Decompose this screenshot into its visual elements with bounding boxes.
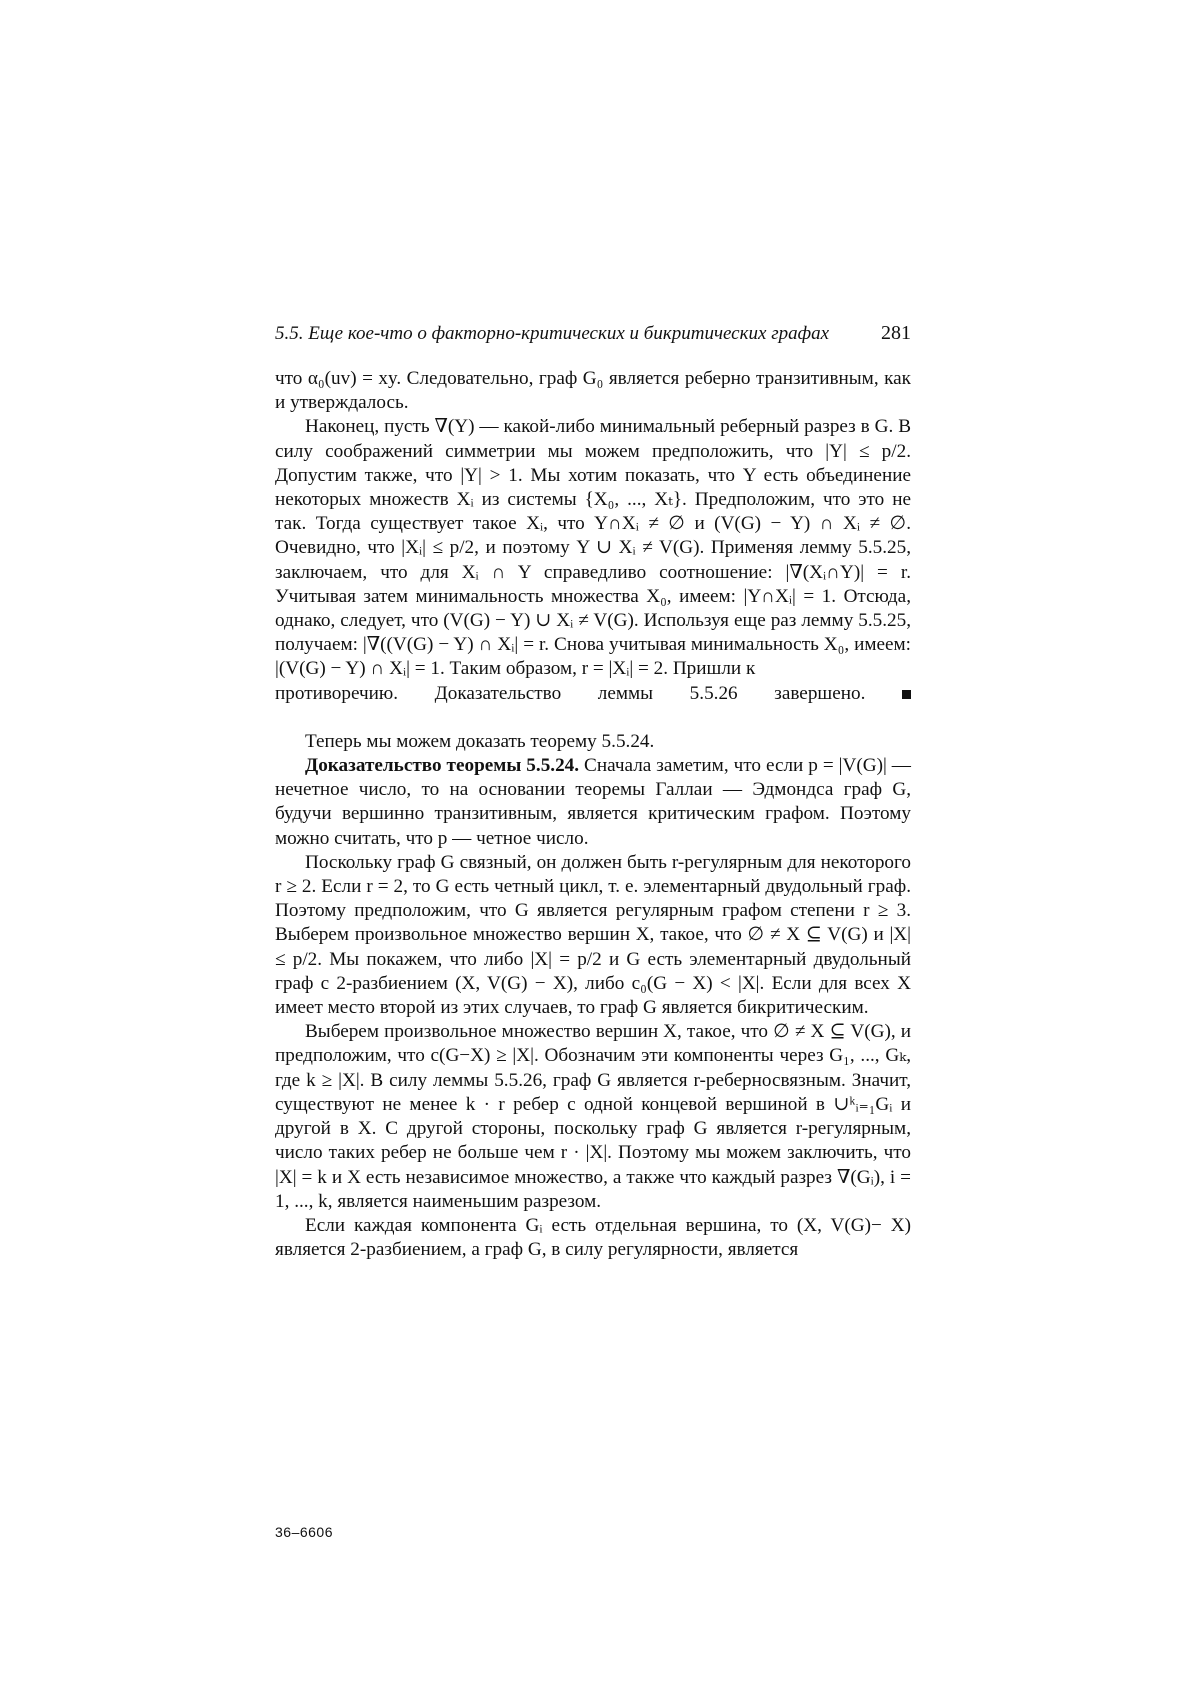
paragraph-7: Если каждая компонента Gᵢ есть отдельная вершина, то (X, V(G)− X) является 2-разбиением, а граф G, в силу регулярности, является <box>275 1214 911 1261</box>
end-of-proof-icon <box>902 690 911 699</box>
paragraph-4 <box>275 754 911 851</box>
running-title: 5.5. Еще кое-что о факторно-критических и бикритических графах <box>275 323 830 344</box>
paragraph-1: что α₀(uv) = xy. Следовательно, граф G₀ является реберно транзитивным, как и утверждалось. <box>275 368 911 414</box>
paragraph-3: Теперь мы можем доказать теорему 5.5.24. <box>305 730 655 752</box>
running-header <box>275 322 911 345</box>
paragraph-2-last-line <box>275 682 911 706</box>
proof-heading: Доказательство теоремы 5.5.24. <box>305 755 580 777</box>
paragraph-6: Выберем произвольное множество вершин X, такое, что ∅ ≠ X ⊆ V(G), и предположим, что c(G−X) ≥ |X|. Обозначим эти компоненты через G₁, ..., Gₖ, где k ≥ |X|. В силу леммы 5.5.26, граф G является r-реберносвязным. Значит, существуют не менее k · r ребер с одной концевой вершиной в ∪ᵏᵢ₌₁Gᵢ и другой в X. С другой стороны, поскольку граф G является r-регулярным, число таких ребер не больше чем r · |X|. Поэтому мы можем заключить, что |X| = k и X есть независимое множество, а также что каждый разрез ∇(Gᵢ), i = 1, ..., k, является наименьшим разрезом. <box>275 1021 911 1212</box>
section-gap <box>275 706 911 730</box>
paragraph-2: Наконец, пусть ∇(Y) — какой-либо минимальный реберный разрез в G. В силу соображений симметрии мы можем предположить, что |Y| ≤ p/2. Допустим также, что |Y| > 1. Мы хотим показать, что Y есть объединение некоторых множеств Xᵢ из системы {X₀, ..., Xₜ}. Предположим, что это не так. Тогда существует такое Xᵢ, что Y∩Xᵢ ≠ ∅ и (V(G) − Y) ∩ Xᵢ ≠ ∅. Очевидно, что |Xᵢ| ≤ p/2, и поэтому Y ∪ Xᵢ ≠ V(G). Применяя лемму 5.5.25, заключаем, что для Xᵢ ∩ Y справедливо соотношение: |∇(Xᵢ∩Y)| = r. Учитывая затем минимальность множества X₀, имеем: |Y∩Xᵢ| = 1. Отсюда, однако, следует, что (V(G) − Y) ∪ Xᵢ ≠ V(G). Используя еще раз лемму 5.5.25, получаем: |∇((V(G) − Y) ∩ Xᵢ| = r. Снова учитывая минимальность X₀, имеем: |(V(G) − Y) ∩ Xᵢ| = 1. Таким образом, r = |Xᵢ| = 2. Пришли к <box>275 416 911 680</box>
printer-signature: 36–6606 <box>275 1524 334 1540</box>
paragraph-2-closing: противоречию. Доказательство леммы 5.5.26 завершено. <box>275 682 866 704</box>
paragraph-5: Поскольку граф G связный, он должен быть r-регулярным для некоторого r ≥ 2. Если r = 2, то G есть четный цикл, т. е. элементарный двудольный граф. Поэтому предположим, что G является регулярным графом степени r ≥ 3. Выберем произвольное множество вершин X, такое, что ∅ ≠ X ⊆ V(G) и |X| ≤ p/2. Мы покажем, что либо |X| = p/2 и G есть элементарный двудольный граф с 2-разбиением (X, V(G) − X), либо c₀(G − X) < |X|. Если для всех X имеет место второй из этих случаев, то граф G является бикритическим. <box>275 851 911 1019</box>
paragraph-4-text: Сначала заметим, что если p = |V(G)| — нечетное число, то на основании теоремы Галлаи — Эдмондса граф G, будучи вершинно транзитивным, является критическим графом. Поэтому можно считать, что p — четное число. <box>275 755 911 849</box>
body-text <box>275 367 911 1262</box>
book-page <box>275 322 911 1262</box>
page-number: 281 <box>881 322 911 344</box>
